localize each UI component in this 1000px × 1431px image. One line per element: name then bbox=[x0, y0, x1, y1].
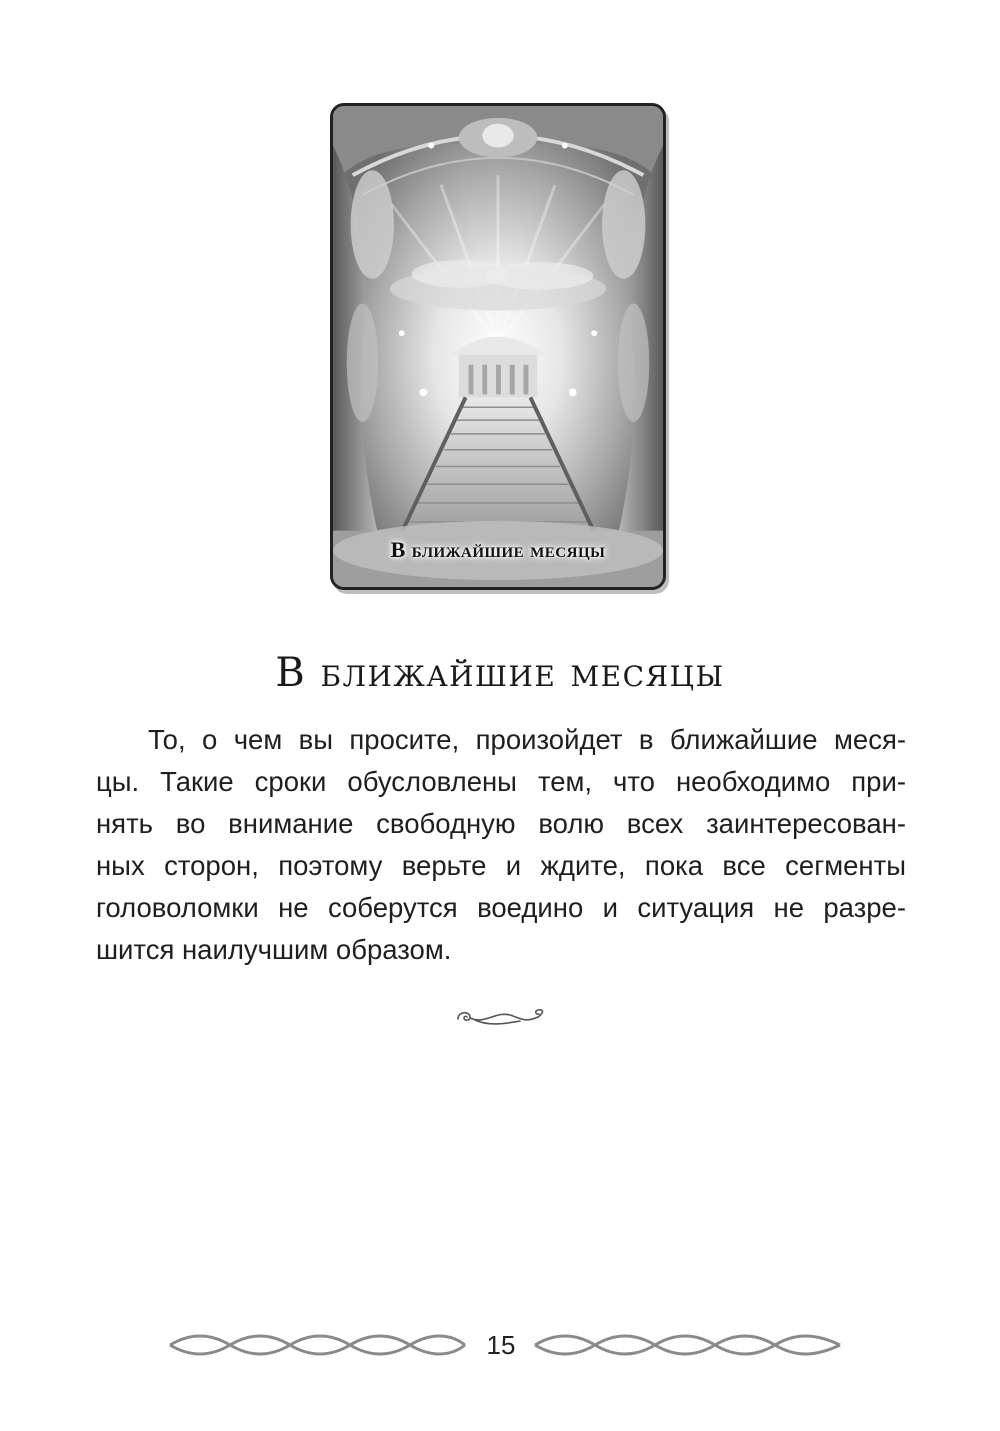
paragraph-line: нять во внимание свободную волю всех заинтересован- bbox=[96, 808, 906, 839]
paragraph-line: ных сторон, поэтому верьте и ждите, пока все сегменты bbox=[96, 850, 906, 881]
page-number: 15 bbox=[486, 1330, 516, 1360]
flourish-ornament-icon bbox=[450, 1003, 550, 1033]
card-illustration bbox=[333, 106, 663, 587]
body-paragraph bbox=[96, 719, 906, 971]
paragraph-line: головоломки не соберутся воедино и ситуация не разре- bbox=[96, 892, 906, 923]
card-caption: В ближайшие месяцы bbox=[390, 537, 606, 562]
paragraph-line: То, о чем вы просите, произойдет в ближайшие меся- bbox=[148, 724, 906, 755]
oracle-card-image bbox=[330, 103, 666, 590]
paragraph-line: цы. Такие сроки обусловлены тем, что необходимо при- bbox=[96, 766, 906, 797]
paragraph-line: шится наилучшим образом. bbox=[96, 934, 452, 965]
page-title: В ближайшие месяцы bbox=[275, 650, 725, 696]
